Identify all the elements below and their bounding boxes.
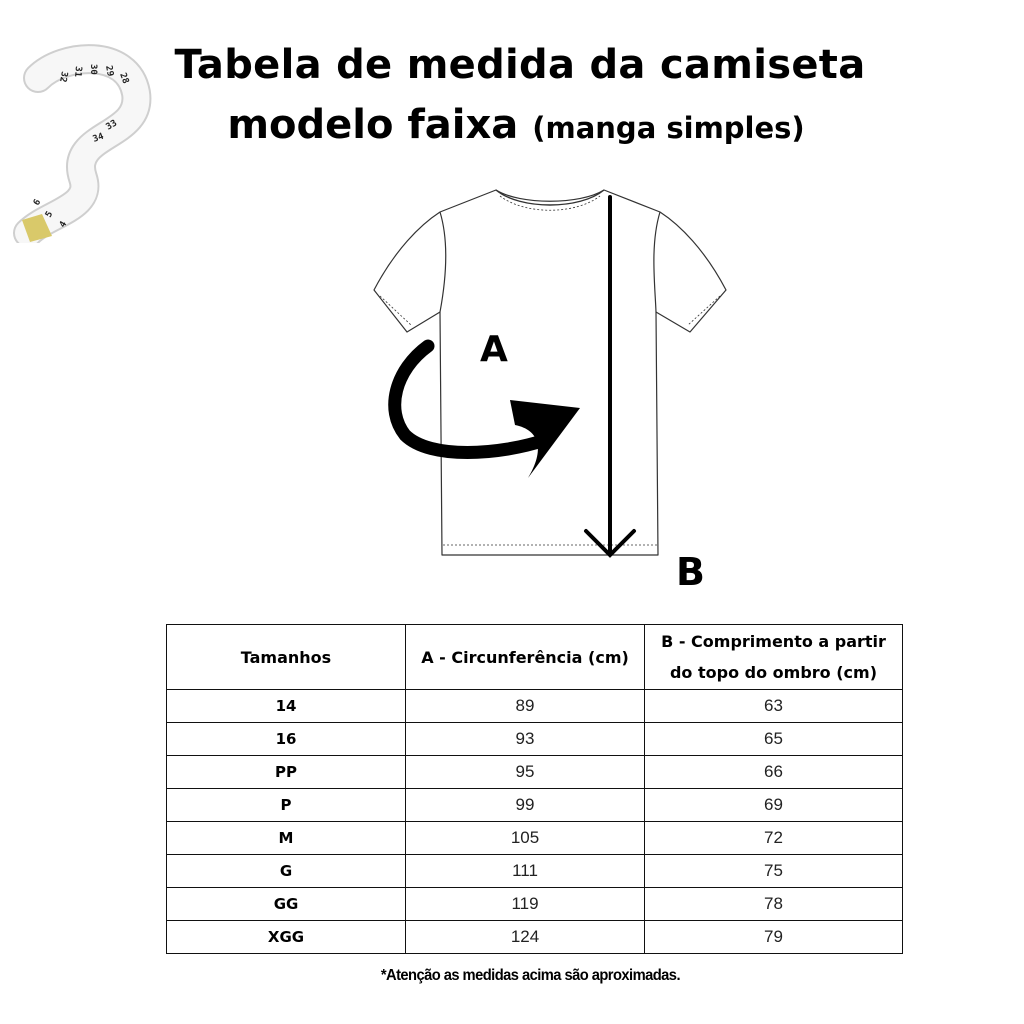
header-length: B - Comprimento a partir do topo do ombro (cm) — [645, 625, 903, 690]
size-cell: 16 — [167, 723, 406, 756]
circumference-cell: 111 — [406, 855, 645, 888]
label-a: A — [480, 329, 508, 370]
page-title: Tabela de medida da camiseta — [174, 42, 866, 88]
tape-number: 29 — [103, 64, 115, 78]
tape-number: 28 — [117, 71, 131, 86]
page-subtitle-note: (manga simples) — [532, 111, 805, 145]
tape-number: 5 — [43, 209, 56, 220]
length-cell: 72 — [645, 822, 903, 855]
tshirt-diagram — [360, 175, 740, 595]
circumference-cell: 119 — [406, 888, 645, 921]
length-cell: 78 — [645, 888, 903, 921]
length-cell: 69 — [645, 789, 903, 822]
table-header-row — [167, 625, 903, 690]
label-b: B — [676, 550, 705, 594]
header-circumference: A - Circunferência (cm) — [406, 625, 645, 690]
length-cell: 63 — [645, 690, 903, 723]
size-cell: M — [167, 822, 406, 855]
size-cell: GG — [167, 888, 406, 921]
page-subtitle — [0, 102, 1024, 148]
table-row — [167, 822, 903, 855]
length-cell: 75 — [645, 855, 903, 888]
circumference-cell: 105 — [406, 822, 645, 855]
length-cell: 79 — [645, 921, 903, 954]
circumference-cell: 93 — [406, 723, 645, 756]
table-row — [167, 789, 903, 822]
footnote: *Atenção as medidas acima são aproximadas. — [380, 967, 680, 984]
circumference-cell: 95 — [406, 756, 645, 789]
header-sizes: Tamanhos — [167, 625, 406, 690]
tape-number: 34 — [91, 131, 106, 145]
tape-number: 4 — [57, 219, 70, 230]
table-row — [167, 690, 903, 723]
table-row — [167, 855, 903, 888]
circumference-cell: 99 — [406, 789, 645, 822]
tape-number: 31 — [72, 65, 83, 78]
size-cell: P — [167, 789, 406, 822]
tape-number: 33 — [104, 118, 119, 133]
page-subtitle-main: modelo faixa — [227, 102, 519, 148]
size-cell: 14 — [167, 690, 406, 723]
table-row — [167, 723, 903, 756]
tape-number: 32 — [57, 70, 69, 83]
circumference-cell: 124 — [406, 921, 645, 954]
tape-number: 30 — [88, 64, 98, 75]
length-arrow-icon — [586, 197, 634, 555]
length-cell: 66 — [645, 756, 903, 789]
length-cell: 65 — [645, 723, 903, 756]
circumference-cell: 89 — [406, 690, 645, 723]
table-row — [167, 756, 903, 789]
table-row — [167, 921, 903, 954]
size-cell: G — [167, 855, 406, 888]
size-table — [166, 624, 903, 954]
size-cell: XGG — [167, 921, 406, 954]
tape-number: 6 — [31, 197, 44, 208]
tshirt-outline-icon — [374, 190, 726, 555]
table-row — [167, 888, 903, 921]
size-cell: PP — [167, 756, 406, 789]
